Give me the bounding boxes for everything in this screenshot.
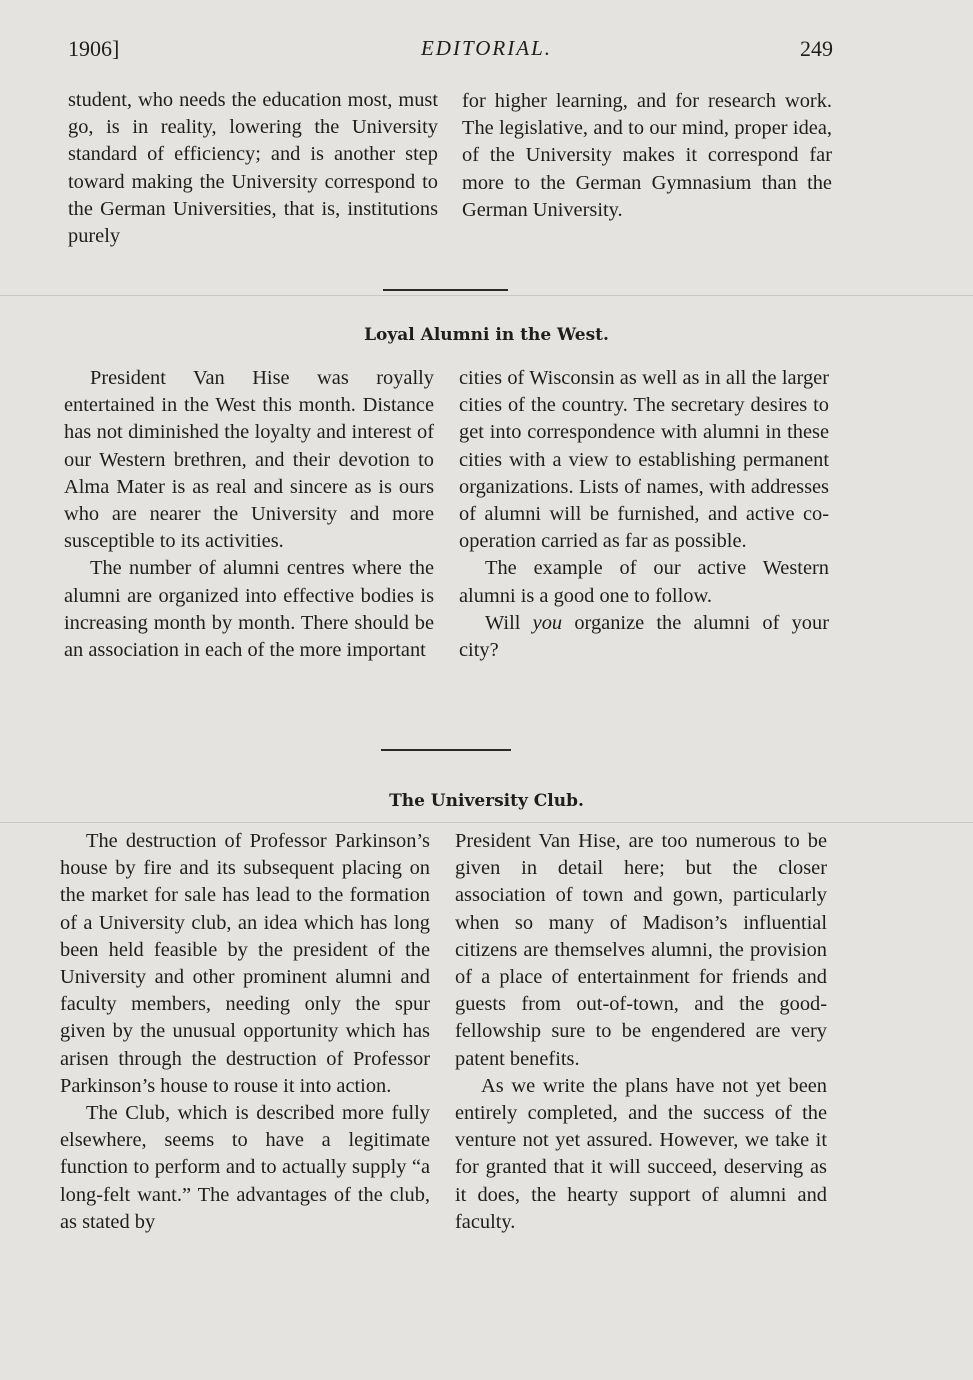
loyal-alumni-right-column: [459, 365, 829, 664]
running-head-year: 1906]: [68, 36, 120, 61]
text-run: organize the alumni of your city?: [459, 611, 829, 662]
section-heading-university-club: The University Club.: [389, 791, 584, 811]
paragraph: The destruction of Professor Parkinson’s house by fire and its subsequent placing on the market for sale has lead to the formation of a University club, an idea which has long been held feasible by the president of the University and other prominent alumni and faculty members, needing only the spur given by the unusual opportunity which has arisen through the destruction of Professor Parkinson’s house to rouse it into action.: [60, 830, 430, 1097]
intro-left-column: [68, 87, 438, 250]
loyal-alumni-left-column: [64, 365, 434, 664]
paragraph: President Van Hise, are too numerous to be given in detail here; but the closer association of town and gown, particularly when so many of Madison’s influential citizens are themselves alumni, the provision of a place of entertainment for friends and guests from out-of-town, and the good-fellowship sure to be engendered are very patent benefits.: [455, 830, 827, 1070]
paragraph: The number of alumni centres where the alumni are organized into effective bodies is increasing month by month. There should be an association in each of the more important: [64, 557, 434, 662]
running-head-title: EDITORIAL.: [420, 36, 553, 60]
emphasis: you: [532, 611, 563, 634]
university-club-right-column: [455, 828, 827, 1236]
university-club-left-column: [60, 828, 430, 1236]
paragraph: cities of Wisconsin as well as in all the larger cities of the country. The secretary desires to get into correspondence with alumni in these cities with a view to establishing permanent organizations. Lists of names, with addresses of alumni will be furnished, and active co-operation carried as far as possible.: [459, 367, 829, 553]
section-divider: [381, 749, 511, 751]
paragraph: President Van Hise was royally entertained in the West this month. Distance has not diminished the loyalty and interest of our Western brethren, and their devotion to Alma Mater is as real and sincere as is ours who are nearer the University and more susceptible to its activities.: [64, 367, 434, 553]
section-divider: [383, 289, 508, 291]
paragraph: The example of our active Western alumni is a good one to follow.: [459, 557, 829, 607]
text-run: Will: [485, 611, 533, 634]
intro-left-text: student, who needs the education most, must go, is in reality, lowering the University standard of efficiency; and is another step toward making the University correspond to the German Universities, that is, institutions purely: [68, 89, 438, 248]
page-number: 249: [800, 36, 833, 61]
paragraph: [459, 610, 829, 664]
section-heading-loyal-alumni: Loyal Alumni in the West.: [364, 325, 609, 345]
intro-right-text: for higher learning, and for research work. The legislative, and to our mind, proper idea, of the University makes it correspond far more to the German Gymnasium than the German University.: [462, 90, 832, 221]
paragraph: The Club, which is described more fully elsewhere, seems to have a legitimate function to perform and to actually supply “a long-felt want.” The advantages of the club, as stated by: [60, 1102, 430, 1233]
fold-line: [0, 295, 973, 296]
fold-line: [0, 822, 973, 823]
paragraph: As we write the plans have not yet been entirely completed, and the success of the venture not yet assured. However, we take it for granted that it will succeed, deserving as it does, the hearty support of alumni and faculty.: [455, 1074, 827, 1233]
intro-right-column: [462, 88, 832, 224]
